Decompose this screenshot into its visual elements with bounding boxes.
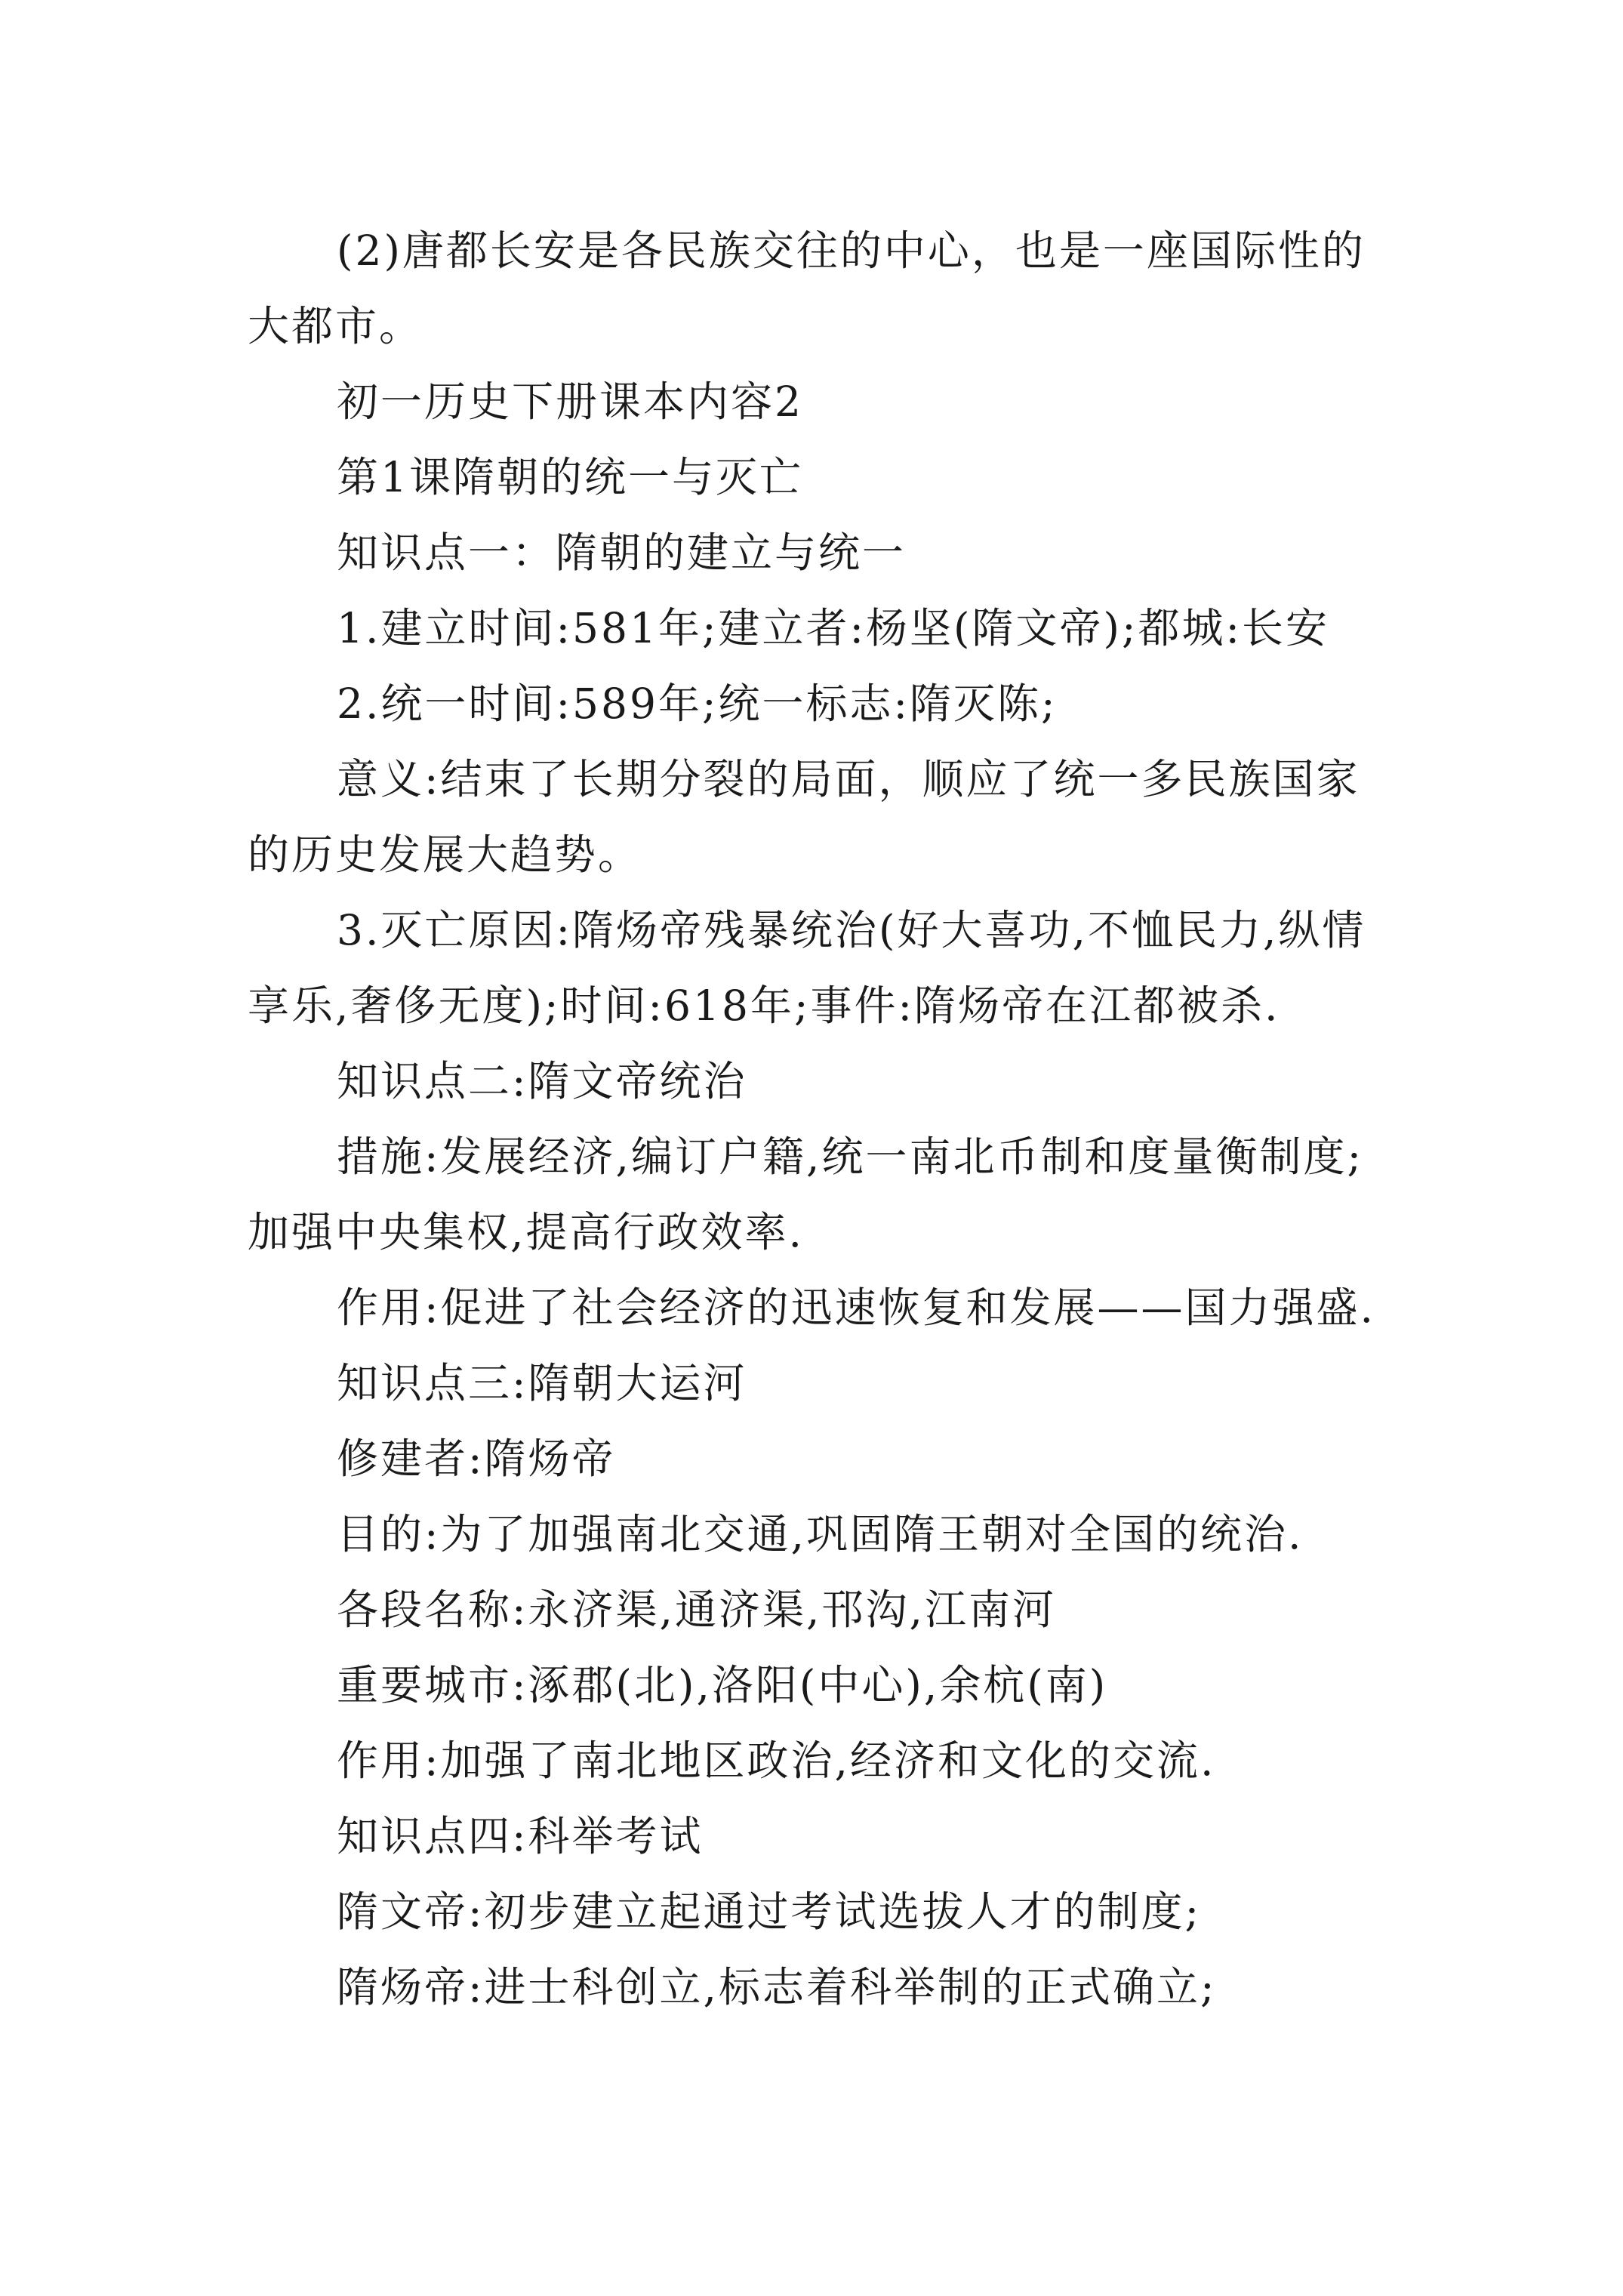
- section-heading: 初一历史下册课本内容2: [337, 378, 803, 426]
- effect-item: 作用:促进了社会经济的迅速恢复和发展——国力强盛.: [337, 1284, 1376, 1332]
- measures-item: 措施:发展经济,编订户籍,统一南北币制和度量衡制度;加强中央集权,提高行政效率.: [248, 1133, 1364, 1256]
- purpose-item: 目的:为了加强南北交通,巩固隋王朝对全国的统治.: [337, 1510, 1304, 1558]
- segments-item: 各段名称:永济渠,通济渠,邗沟,江南河: [337, 1586, 1056, 1634]
- cities-item: 重要城市:涿郡(北),洛阳(中心),余杭(南): [337, 1661, 1108, 1709]
- yangdi-exam-item: 隋炀帝:进士科创立,标志着科举制的正式确立;: [337, 1963, 1217, 2011]
- canal-effect-item: 作用:加强了南北地区政治,经济和文化的交流.: [337, 1737, 1216, 1785]
- paragraph-chang-an: (2)唐都长安是各民族交往的中心，也是一座国际性的大都市。: [248, 227, 1366, 350]
- unification-item: 2.统一时间:589年;统一标志:隋灭陈;: [337, 680, 1058, 728]
- collapse-item: 3.灭亡原因:隋炀帝残暴统治(好大喜功,不恤民力,纵情享乐,奢侈无度);时间:618年;事件:隋炀帝在江都被杀.: [248, 906, 1366, 1030]
- lesson-title: 第1课隋朝的统一与灭亡: [337, 453, 803, 501]
- builder-item: 修建者:隋炀帝: [337, 1435, 616, 1483]
- significance-item: 意义:结束了长期分裂的局面，顺应了统一多民族国家的历史发展大趋势。: [248, 755, 1360, 879]
- document-body: [248, 213, 1380, 2025]
- knowledge-point-2-heading: 知识点二:隋文帝统治: [337, 1057, 747, 1105]
- knowledge-point-4-heading: 知识点四:科举考试: [337, 1812, 704, 1860]
- founding-item: 1.建立时间:581年;建立者:杨坚(隋文帝);都城:长安: [337, 604, 1330, 652]
- knowledge-point-3-heading: 知识点三:隋朝大运河: [337, 1359, 747, 1407]
- wendi-exam-item: 隋文帝:初步建立起通过考试选拔人才的制度;: [337, 1888, 1202, 1936]
- knowledge-point-1-heading: 知识点一：隋朝的建立与统一: [337, 529, 907, 577]
